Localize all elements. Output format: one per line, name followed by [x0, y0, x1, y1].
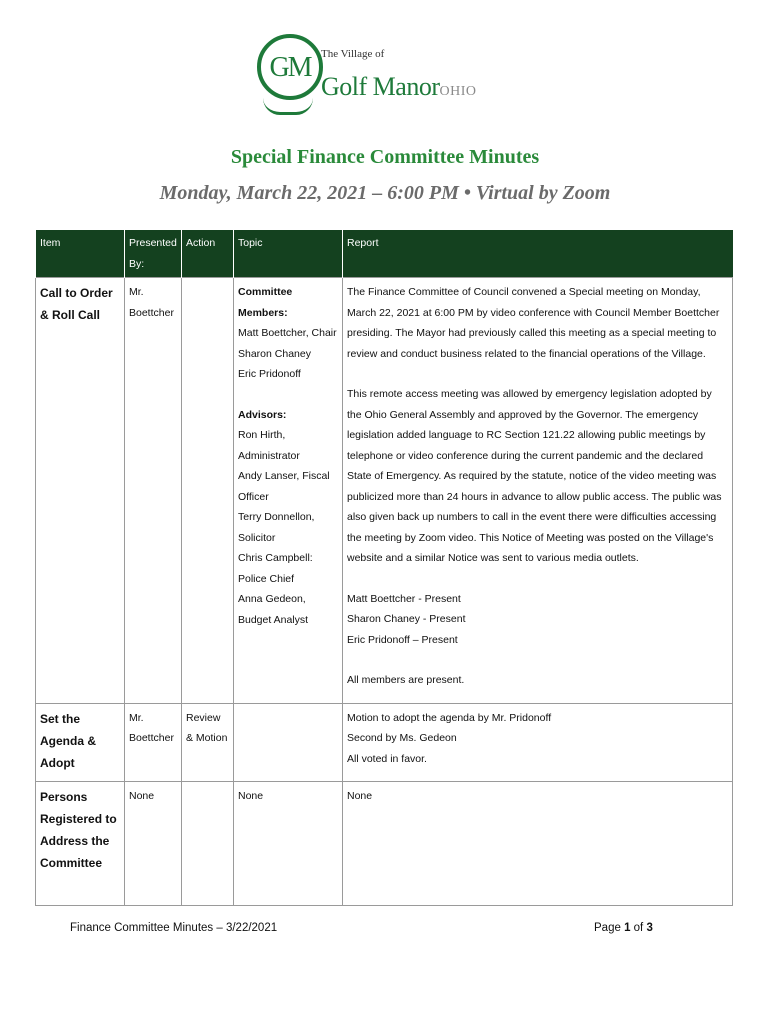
row-action	[182, 278, 234, 704]
row-action	[182, 782, 234, 906]
logo-state: OHIO	[439, 84, 477, 99]
attendance-line: Matt Boettcher - Present	[347, 592, 461, 605]
logo-monogram: GM	[269, 52, 311, 83]
logo-name	[321, 72, 476, 102]
footer-title: Finance Committee Minutes – 3/22/2021	[70, 922, 278, 934]
attendance-line: Eric Pridonoff – Present	[347, 633, 458, 646]
advisor-name: Ron Hirth, Administrator	[238, 429, 300, 462]
table-row	[36, 278, 733, 704]
row-item: Call to Order & Roll Call	[36, 278, 125, 704]
advisor-name: Chris Campbell: Police Chief	[238, 552, 313, 585]
report-closing: All members are present.	[347, 674, 465, 686]
row-presented: Mr. Boettcher	[125, 278, 182, 704]
advisor-name: Anna Gedeon, Budget Analyst	[238, 593, 309, 626]
report-line: All voted in favor.	[347, 752, 427, 765]
report-paragraph: This remote access meeting was allowed by emergency legislation adopted by the Ohio General Assembly and approved by the Governor. The emergency legislation added language to RC Section 121.22 allowing public meetings by telephone or video conference during the current pandemic and the declared State of Emergency. As required by the statute, notice of the video meeting was publicized more than 24 hours in advance to allow public access. The public was also given back up numbers to call in the event there were difficulties accessing the meeting by Zoom video. This Notice of Meeting was posted on the Village's website and a similar Notice was sent to various media outlets.	[347, 388, 722, 564]
members-heading: Committee Members:	[238, 286, 293, 319]
member-name: Eric Pridonoff	[238, 368, 301, 380]
village-logo	[255, 32, 495, 132]
header-report: Report	[343, 230, 733, 278]
row-topic: None	[234, 782, 343, 906]
advisor-name: Terry Donnellon, Solicitor	[238, 511, 315, 544]
report-paragraph: The Finance Committee of Council convened a Special meeting on Monday, March 22, 2021 at 6:00 PM by video conference with Council Member Boettcher presiding. The Mayor had previously called this meeting as a special meeting to review and conduct business related to the financial operations of the Village.	[347, 286, 720, 360]
row-presented: Mr. Boettcher	[125, 703, 182, 782]
page-current: 1	[624, 922, 631, 934]
table-row	[36, 782, 733, 906]
row-item: Persons Registered to Address the Committee	[36, 782, 125, 906]
row-item: Set the Agenda & Adopt	[36, 703, 125, 782]
row-report	[343, 703, 733, 782]
header-topic: Topic	[234, 230, 343, 278]
header-action: Action	[182, 230, 234, 278]
minutes-table	[35, 230, 733, 906]
advisors-heading: Advisors:	[238, 408, 287, 421]
attendance-line: Sharon Chaney - Present	[347, 613, 466, 625]
page-of: of	[630, 922, 647, 934]
report-line: Second by Ms. Gedeon	[347, 732, 457, 744]
header-presented: Presented By:	[125, 230, 182, 278]
page-prefix: Page	[594, 922, 625, 934]
header-item: Item	[36, 230, 125, 278]
row-action: Review & Motion	[182, 703, 234, 782]
document-subtitle: Monday, March 22, 2021 – 6:00 PM • Virtual by Zoom	[159, 182, 611, 204]
document-title: Special Finance Committee Minutes	[230, 146, 540, 168]
row-report: None	[343, 782, 733, 906]
member-name: Sharon Chaney	[238, 347, 311, 360]
row-topic	[234, 278, 343, 704]
page-number	[594, 922, 653, 934]
advisor-name: Andy Lanser, Fiscal Officer	[238, 470, 330, 503]
logo-name-text: Golf Manor	[321, 72, 440, 101]
table-header-row	[36, 230, 733, 278]
page-total: 3	[646, 922, 653, 934]
logo-village-text: The Village of	[321, 48, 385, 60]
table-row	[36, 703, 733, 782]
row-presented: None	[125, 782, 182, 906]
logo-swoosh	[263, 98, 313, 115]
row-report	[343, 278, 733, 704]
row-topic	[234, 703, 343, 782]
member-name: Matt Boettcher, Chair	[238, 327, 337, 339]
report-line: Motion to adopt the agenda by Mr. Pridonoff	[347, 711, 552, 724]
